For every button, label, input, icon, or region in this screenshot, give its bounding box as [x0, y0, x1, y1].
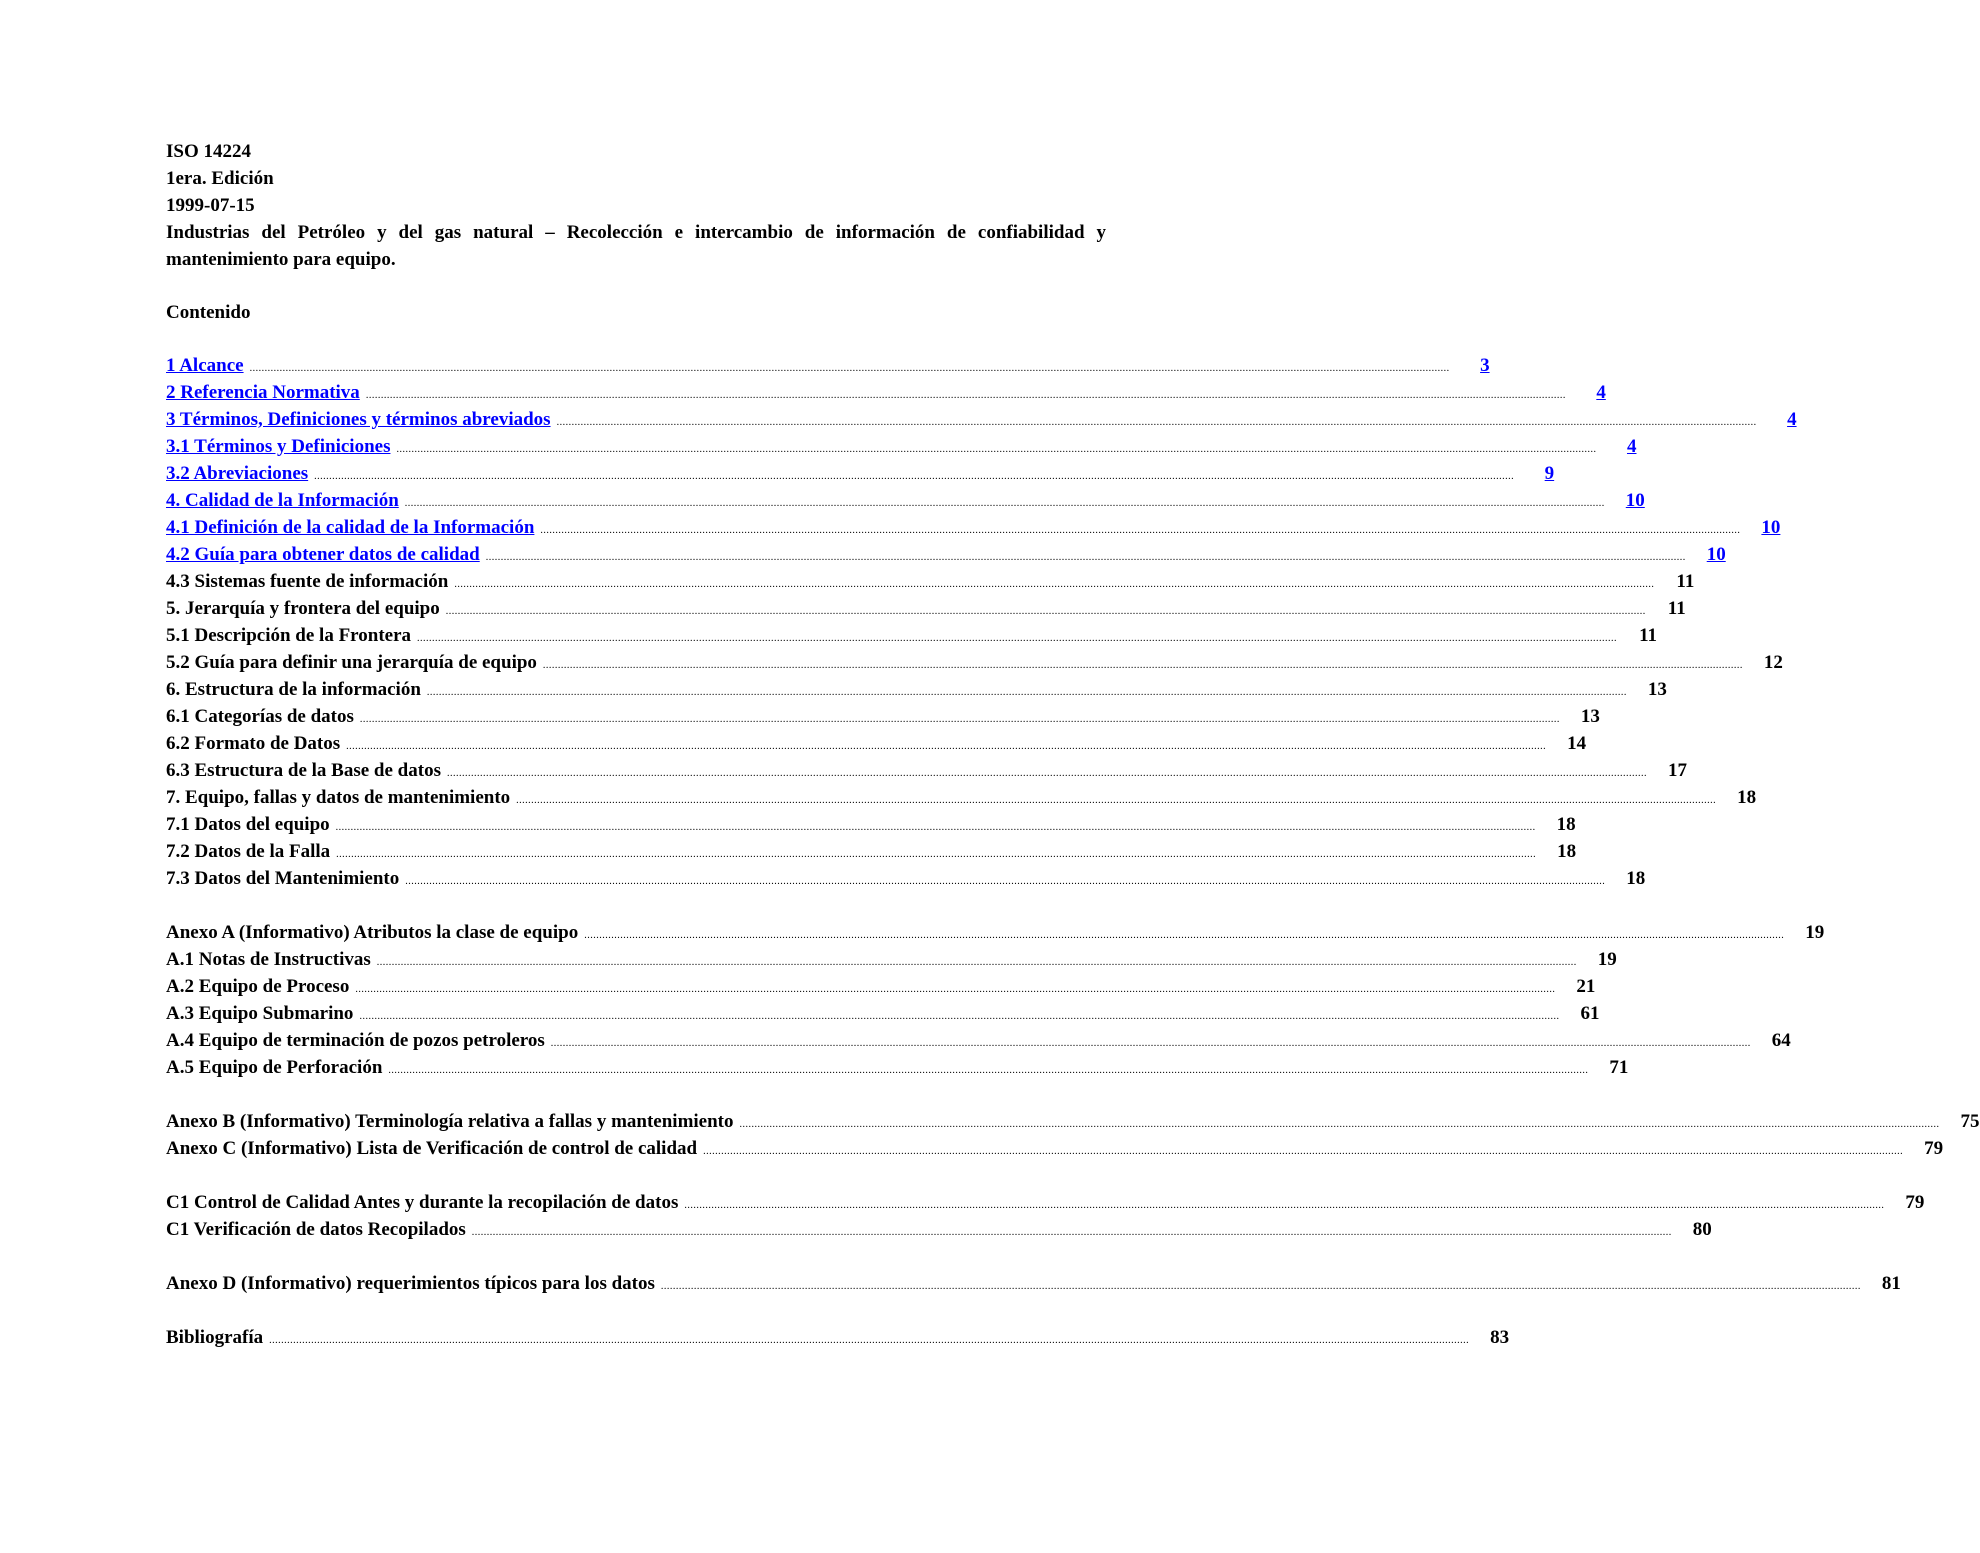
toc-entry-page: 11 [1676, 571, 1695, 592]
toc-entry-page: 79 [1905, 1192, 1925, 1213]
toc-entry-label: 5.2 Guía para definir una jerarquía de equipo [166, 652, 537, 673]
toc-entry-page[interactable]: 10 [1761, 517, 1781, 538]
toc-entry [166, 730, 1587, 757]
toc-entry [166, 703, 1600, 730]
toc-entry-page: 83 [1490, 1327, 1510, 1348]
toc-entry-page[interactable]: 9 [1544, 463, 1555, 484]
toc-dot-leader: ................................................................................................................................................................................................................................................................................................................................................................................................................ [516, 795, 1717, 806]
toc-entry-label[interactable]: 4.1 Definición de la calidad de la Información [166, 517, 535, 538]
toc-dot-leader: ................................................................................................................................................................................................................................................................................................................................................................................................................ [471, 1227, 1672, 1238]
toc-entry-page: 79 [1924, 1138, 1944, 1159]
toc-entry [166, 1270, 1901, 1297]
toc-entry-page[interactable]: 10 [1706, 544, 1726, 565]
toc-dot-leader: ................................................................................................................................................................................................................................................................................................................................................................................................................ [446, 768, 1647, 779]
toc-dot-leader: ................................................................................................................................................................................................................................................................................................................................................................................................................ [359, 1011, 1560, 1022]
toc-entry [166, 568, 1695, 595]
toc-dot-leader: ................................................................................................................................................................................................................................................................................................................................................................................................................ [660, 1281, 1861, 1292]
toc-dot-leader: ................................................................................................................................................................................................................................................................................................................................................................................................................ [396, 444, 1597, 455]
toc-spacer [166, 1162, 1106, 1189]
toc-dot-leader: ................................................................................................................................................................................................................................................................................................................................................................................................................ [376, 957, 1577, 968]
document-title: Industrias del Petróleo y del gas natural – Recolección e intercambio de información de confiabilidad y mantenimiento para equipo. [166, 222, 1106, 270]
toc-entry-label: 7.1 Datos del equipo [166, 814, 330, 835]
toc-entry[interactable] [166, 460, 1555, 487]
toc-entry [166, 838, 1577, 865]
toc-entry-page: 19 [1805, 922, 1825, 943]
toc-dot-leader: ................................................................................................................................................................................................................................................................................................................................................................................................................ [359, 714, 1560, 725]
toc-spacer [166, 1081, 1106, 1108]
toc-entry[interactable] [166, 352, 1490, 379]
toc-entry [166, 1054, 1629, 1081]
toc-entry-page: 71 [1609, 1057, 1629, 1078]
toc-entry-label: Anexo C (Informativo) Lista de Verificación de control de calidad [166, 1138, 698, 1159]
toc-entry [166, 622, 1658, 649]
toc-dot-leader: ................................................................................................................................................................................................................................................................................................................................................................................................................ [739, 1119, 1940, 1130]
toc-entry-label: 5. Jerarquía y frontera del equipo [166, 598, 440, 619]
toc-entry-label: Anexo B (Informativo) Terminología relativa a fallas y mantenimiento [166, 1111, 734, 1132]
toc-entry-label[interactable]: 3 Términos, Definiciones y términos abreviados [166, 409, 551, 430]
toc-entry-page: 18 [1556, 814, 1576, 835]
toc-entry [166, 1108, 1980, 1135]
toc-entry[interactable] [166, 487, 1645, 514]
toc-entry-label[interactable]: 4.2 Guía para obtener datos de calidad [166, 544, 480, 565]
toc-entry-label: A.4 Equipo de terminación de pozos petroleros [166, 1030, 545, 1051]
toc-entry [166, 1027, 1791, 1054]
toc-dot-leader: ................................................................................................................................................................................................................................................................................................................................................................................................................ [405, 876, 1606, 887]
toc-dot-leader: ................................................................................................................................................................................................................................................................................................................................................................................................................ [540, 525, 1741, 536]
toc-entry-page: 19 [1597, 949, 1617, 970]
standard-number: ISO 14224 [166, 141, 251, 162]
toc-spacer [166, 1297, 1106, 1324]
toc-entry-label: A.5 Equipo de Perforación [166, 1057, 383, 1078]
toc-entry-page[interactable]: 4 [1596, 382, 1606, 403]
toc-entry-page[interactable]: 4 [1626, 436, 1637, 457]
toc-entry-label: A.3 Equipo Submarino [166, 1003, 354, 1024]
toc-entry [166, 811, 1576, 838]
toc-entry-page: 75 [1960, 1111, 1980, 1132]
toc-dot-leader: ................................................................................................................................................................................................................................................................................................................................................................................................................ [485, 552, 1686, 563]
toc-dot-leader: ................................................................................................................................................................................................................................................................................................................................................................................................................ [550, 1038, 1751, 1049]
toc-dot-leader: ................................................................................................................................................................................................................................................................................................................................................................................................................ [417, 633, 1618, 644]
toc-dot-leader: ................................................................................................................................................................................................................................................................................................................................................................................................................ [336, 849, 1537, 860]
toc-dot-leader: ................................................................................................................................................................................................................................................................................................................................................................................................................ [426, 687, 1627, 698]
toc-entry [166, 1324, 1510, 1351]
toc-entry-label: 6.1 Categorías de datos [166, 706, 354, 727]
toc-entry-page: 18 [1557, 841, 1577, 862]
toc-dot-leader: ................................................................................................................................................................................................................................................................................................................................................................................................................ [388, 1065, 1589, 1076]
toc-entry-page: 13 [1647, 679, 1667, 700]
toc-entry-page[interactable]: 4 [1787, 409, 1797, 430]
toc-entry-label: 6. Estructura de la información [166, 679, 421, 700]
toc-entry [166, 1000, 1600, 1027]
contents-heading: Contenido [166, 302, 251, 323]
toc-entry [166, 676, 1667, 703]
toc-entry-label: 4.3 Sistemas fuente de información [166, 571, 449, 592]
toc-entry [166, 757, 1687, 784]
toc-dot-leader: ................................................................................................................................................................................................................................................................................................................................................................................................................ [454, 579, 1655, 590]
toc-entry [166, 973, 1596, 1000]
toc-entry [166, 649, 1783, 676]
edition: 1era. Edición [166, 168, 274, 189]
toc-entry-label: 7.2 Datos de la Falla [166, 841, 331, 862]
toc-dot-leader: ................................................................................................................................................................................................................................................................................................................................................................................................................ [684, 1200, 1885, 1211]
toc-entry [166, 865, 1646, 892]
toc-entry-page: 64 [1771, 1030, 1791, 1051]
toc-entry-label: Bibliografía [166, 1327, 264, 1348]
toc-entry-page: 18 [1626, 868, 1646, 889]
toc-entry-label: Anexo A (Informativo) Atributos la clase de equipo [166, 922, 579, 943]
toc-dot-leader: ................................................................................................................................................................................................................................................................................................................................................................................................................ [249, 363, 1450, 374]
toc-entry-page: 81 [1881, 1273, 1901, 1294]
toc-entry-page: 17 [1667, 760, 1687, 781]
toc-entry [166, 1189, 1925, 1216]
toc-entry-label: A.2 Equipo de Proceso [166, 976, 350, 997]
toc-entry-label[interactable]: 3.1 Términos y Definiciones [166, 436, 391, 457]
toc-entry-page: 21 [1576, 976, 1596, 997]
toc-entry-page: 12 [1763, 652, 1783, 673]
toc-dot-leader: ................................................................................................................................................................................................................................................................................................................................................................................................................ [314, 471, 1515, 482]
toc-entry-page: 13 [1580, 706, 1600, 727]
toc-dot-leader: ................................................................................................................................................................................................................................................................................................................................................................................................................ [556, 417, 1757, 428]
toc-dot-leader: ................................................................................................................................................................................................................................................................................................................................................................................................................ [404, 498, 1605, 509]
toc-entry[interactable] [166, 541, 1726, 568]
toc-entry[interactable] [166, 406, 1797, 433]
toc-entry-page[interactable]: 10 [1625, 490, 1645, 511]
toc-entry-label[interactable]: 1 Alcance [166, 355, 244, 376]
toc-dot-leader: ................................................................................................................................................................................................................................................................................................................................................................................................................ [542, 660, 1743, 671]
toc-entry-label[interactable]: 2 Referencia Normativa [166, 382, 360, 403]
table-of-contents [166, 352, 1980, 1351]
toc-entry [166, 784, 1757, 811]
toc-entry-page: 80 [1692, 1219, 1712, 1240]
toc-dot-leader: ................................................................................................................................................................................................................................................................................................................................................................................................................ [355, 984, 1556, 995]
toc-entry[interactable] [166, 433, 1637, 460]
toc-entry-label: Anexo D (Informativo) requerimientos típicos para los datos [166, 1273, 655, 1294]
toc-entry-label: C1 Control de Calidad Antes y durante la recopilación de datos [166, 1192, 679, 1213]
toc-entry-label[interactable]: 4. Calidad de la Información [166, 490, 399, 511]
toc-entry [166, 946, 1617, 973]
toc-dot-leader: ................................................................................................................................................................................................................................................................................................................................................................................................................ [269, 1335, 1470, 1346]
toc-entry [166, 1216, 1712, 1243]
toc-entry-label: A.1 Notas de Instructivas [166, 949, 371, 970]
toc-entry-label: 7.3 Datos del Mantenimiento [166, 868, 400, 889]
publication-date: 1999-07-15 [166, 195, 255, 216]
toc-entry [166, 919, 1825, 946]
toc-entry-page: 11 [1667, 598, 1686, 619]
toc-entry[interactable] [166, 514, 1781, 541]
toc-dot-leader: ................................................................................................................................................................................................................................................................................................................................................................................................................ [584, 930, 1785, 941]
toc-entry-page: 18 [1737, 787, 1757, 808]
toc-dot-leader: ................................................................................................................................................................................................................................................................................................................................................................................................................ [445, 606, 1646, 617]
toc-entry-label: 7. Equipo, fallas y datos de mantenimiento [166, 787, 511, 808]
toc-entry [166, 1135, 1944, 1162]
toc-entry-page[interactable]: 3 [1480, 355, 1490, 376]
toc-spacer [166, 892, 1106, 919]
toc-entry [166, 595, 1686, 622]
toc-dot-leader: ................................................................................................................................................................................................................................................................................................................................................................................................................ [335, 822, 1536, 833]
toc-dot-leader: ................................................................................................................................................................................................................................................................................................................................................................................................................ [365, 390, 1566, 401]
toc-entry-page: 11 [1639, 625, 1658, 646]
toc-entry-label: 6.3 Estructura de la Base de datos [166, 760, 441, 781]
toc-entry[interactable] [166, 379, 1606, 406]
toc-entry-page: 14 [1567, 733, 1587, 754]
toc-entry-label[interactable]: 3.2 Abreviaciones [166, 463, 309, 484]
toc-entry-label: C1 Verificación de datos Recopilados [166, 1219, 466, 1240]
toc-entry-label: 6.2 Formato de Datos [166, 733, 341, 754]
toc-entry-page: 61 [1580, 1003, 1600, 1024]
toc-dot-leader: ................................................................................................................................................................................................................................................................................................................................................................................................................ [346, 741, 1547, 752]
toc-entry-label: 5.1 Descripción de la Frontera [166, 625, 412, 646]
toc-dot-leader: ................................................................................................................................................................................................................................................................................................................................................................................................................ [703, 1146, 1904, 1157]
document-page [166, 138, 1980, 1351]
toc-spacer [166, 1243, 1106, 1270]
